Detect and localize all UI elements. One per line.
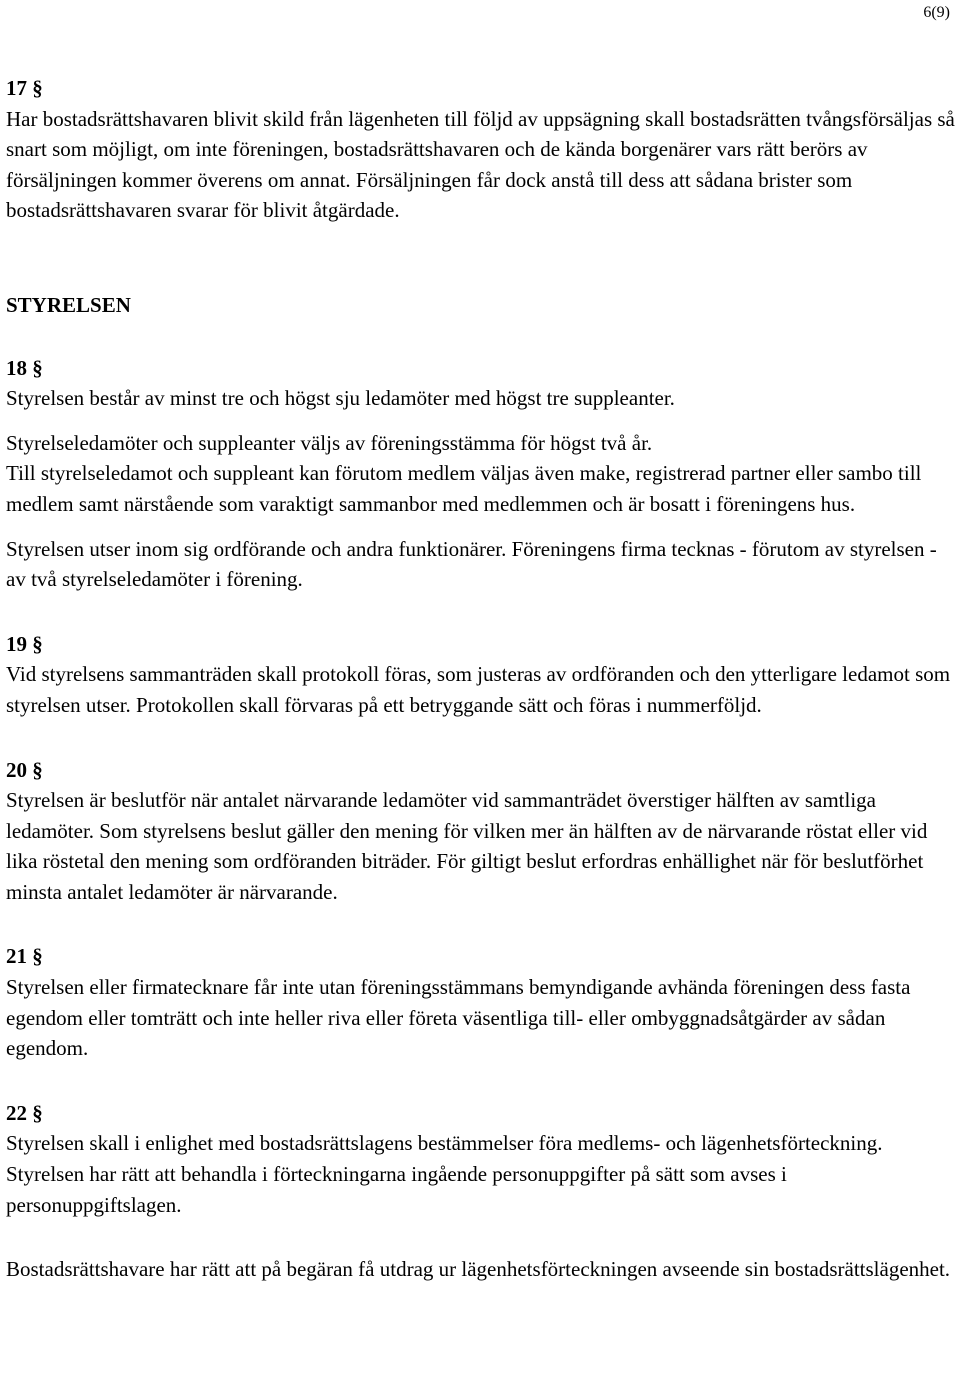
- section-title: 18 §: [6, 355, 43, 380]
- section-17: [6, 73, 960, 226]
- section-text: Har bostadsrättshavaren blivit skild från lägenheten till följd av uppsägning skall bostadsrätten tvångsförsäljas så snart som möjligt, om inte föreningen, bostadsrättshavaren och de kända borgenärer vars rätt berörs av försäljningen kommer överens om annat. Försäljningen får dock anstå till dess att sådana brister som bostadsrättshavaren svarar för blivit åtgärdade.: [6, 106, 955, 223]
- paragraph: Styrelsen utser inom sig ordförande och andra funktionärer. Föreningens firma tecknas - förutom av styrelsen - av två styrelseledamöter i förening.: [6, 536, 937, 592]
- section-title: 22 §: [6, 1100, 43, 1125]
- paragraph: Bostadsrättshavare har rätt att på begäran få utdrag ur lägenhetsförteckningen avseende sin bostadsrättslägenhet.: [6, 1257, 951, 1282]
- section-19: [6, 629, 960, 721]
- section-title: 17 §: [6, 76, 43, 100]
- section-text: Styrelsen eller firmatecknare får inte utan föreningsstämmans bemyndigande avhända föreningen dess fasta egendom eller tomträtt och inte heller riva eller företa väsentliga till- eller ombyggnadsåtgärder av sådan egendom.: [6, 975, 911, 1061]
- section-text: Styrelsen är beslutför när antalet närvarande ledamöter vid sammanträdet överstiger hälften av samtliga ledamöter. Som styrelsens beslut gäller den mening för vilken mer än hälften av de närvarande röstat eller vid lika röstetal den mening som ordföranden biträder. För giltigt beslut erfordras enhällighet när för beslutförhet minsta antalet ledamöter är närvarande.: [6, 788, 928, 904]
- paragraph: Styrelseledamöter och suppleanter väljs av föreningsstämma för högst två år.: [6, 430, 653, 455]
- document-body: [6, 73, 960, 1285]
- paragraph: Styrelsen består av minst tre och högst sju ledamöter med högst tre suppleanter.: [6, 386, 675, 411]
- section-18: [6, 353, 960, 595]
- paragraph: Till styrelseledamot och suppleant kan förutom medlem väljas även make, registrerad partner eller sambo till medlem samt närstående som varaktigt sammanbor med medlemmen och är bosatt i föreningens hus.: [6, 461, 922, 516]
- paragraph: Styrelsen skall i enlighet med bostadsrättslagens bestämmelser föra medlems- och lägenhetsförteckning. Styrelsen har rätt att behandla i förteckningarna ingående personuppgifter på sätt som avses i personuppgiftslagen.: [6, 1131, 883, 1217]
- section-title: 20 §: [6, 757, 43, 782]
- section-20: [6, 755, 960, 908]
- chapter-heading: STYRELSEN: [6, 292, 131, 317]
- page-number: 6(9): [923, 4, 950, 21]
- section-22: [6, 1098, 960, 1285]
- section-title: 19 §: [6, 631, 43, 656]
- section-21: [6, 941, 960, 1063]
- section-text: Vid styrelsens sammanträden skall protokoll föras, som justeras av ordföranden och den ytterligare ledamot som styrelsen utser. Protokollen skall förvaras på ett betryggande sätt och föras i nummerföljd.: [6, 662, 951, 717]
- section-title: 21 §: [6, 944, 43, 969]
